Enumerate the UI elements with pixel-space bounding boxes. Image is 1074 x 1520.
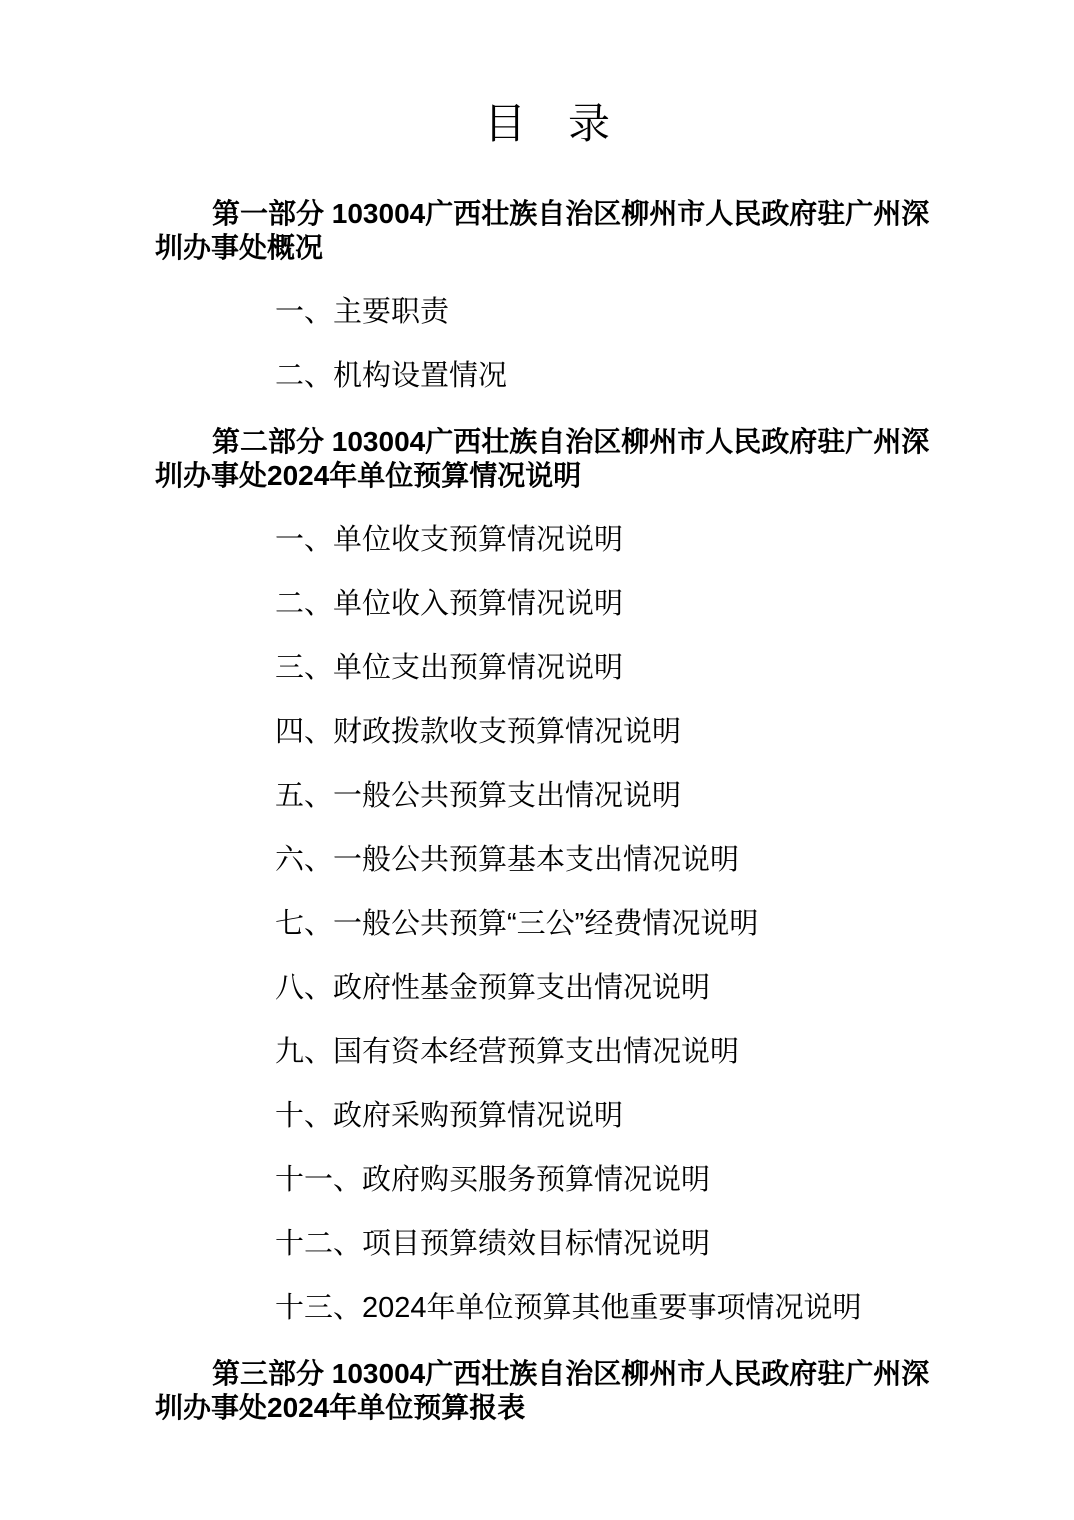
toc-item: 八、政府性基金预算支出情况说明 [275, 972, 711, 1004]
section-heading-part1: 第一部分 103004广西壮族自治区柳州市人民政府驻广州深圳办事处概况 [155, 198, 930, 263]
toc-item: 二、机构设置情况 [275, 360, 508, 392]
toc-item: 四、财政拨款收支预算情况说明 [275, 716, 682, 748]
toc-item: 十一、政府购买服务预算情况说明 [275, 1164, 711, 1196]
section-heading-part2: 第二部分 103004广西壮族自治区柳州市人民政府驻广州深圳办事处2024年单位预算情况说明 [155, 426, 930, 491]
toc-item: 一、单位收支预算情况说明 [275, 524, 624, 556]
section-heading-part3: 第三部分 103004广西壮族自治区柳州市人民政府驻广州深圳办事处2024年单位预算报表 [155, 1358, 930, 1423]
toc-item: 三、单位支出预算情况说明 [275, 652, 624, 684]
toc-item: 六、一般公共预算基本支出情况说明 [275, 844, 740, 876]
page-title: 目 录 [483, 100, 610, 147]
toc-item: 九、国有资本经营预算支出情况说明 [275, 1036, 740, 1068]
toc-item: 二、单位收入预算情况说明 [275, 588, 624, 620]
toc-item: 五、一般公共预算支出情况说明 [275, 780, 682, 812]
toc-item: 十二、项目预算绩效目标情况说明 [275, 1228, 711, 1260]
toc-item: 一、主要职责 [275, 296, 450, 328]
toc-item: 十、政府采购预算情况说明 [275, 1100, 624, 1132]
toc-item: 七、一般公共预算“三公”经费情况说明 [275, 908, 759, 940]
toc-item: 十三、2024年单位预算其他重要事项情况说明 [275, 1292, 862, 1324]
